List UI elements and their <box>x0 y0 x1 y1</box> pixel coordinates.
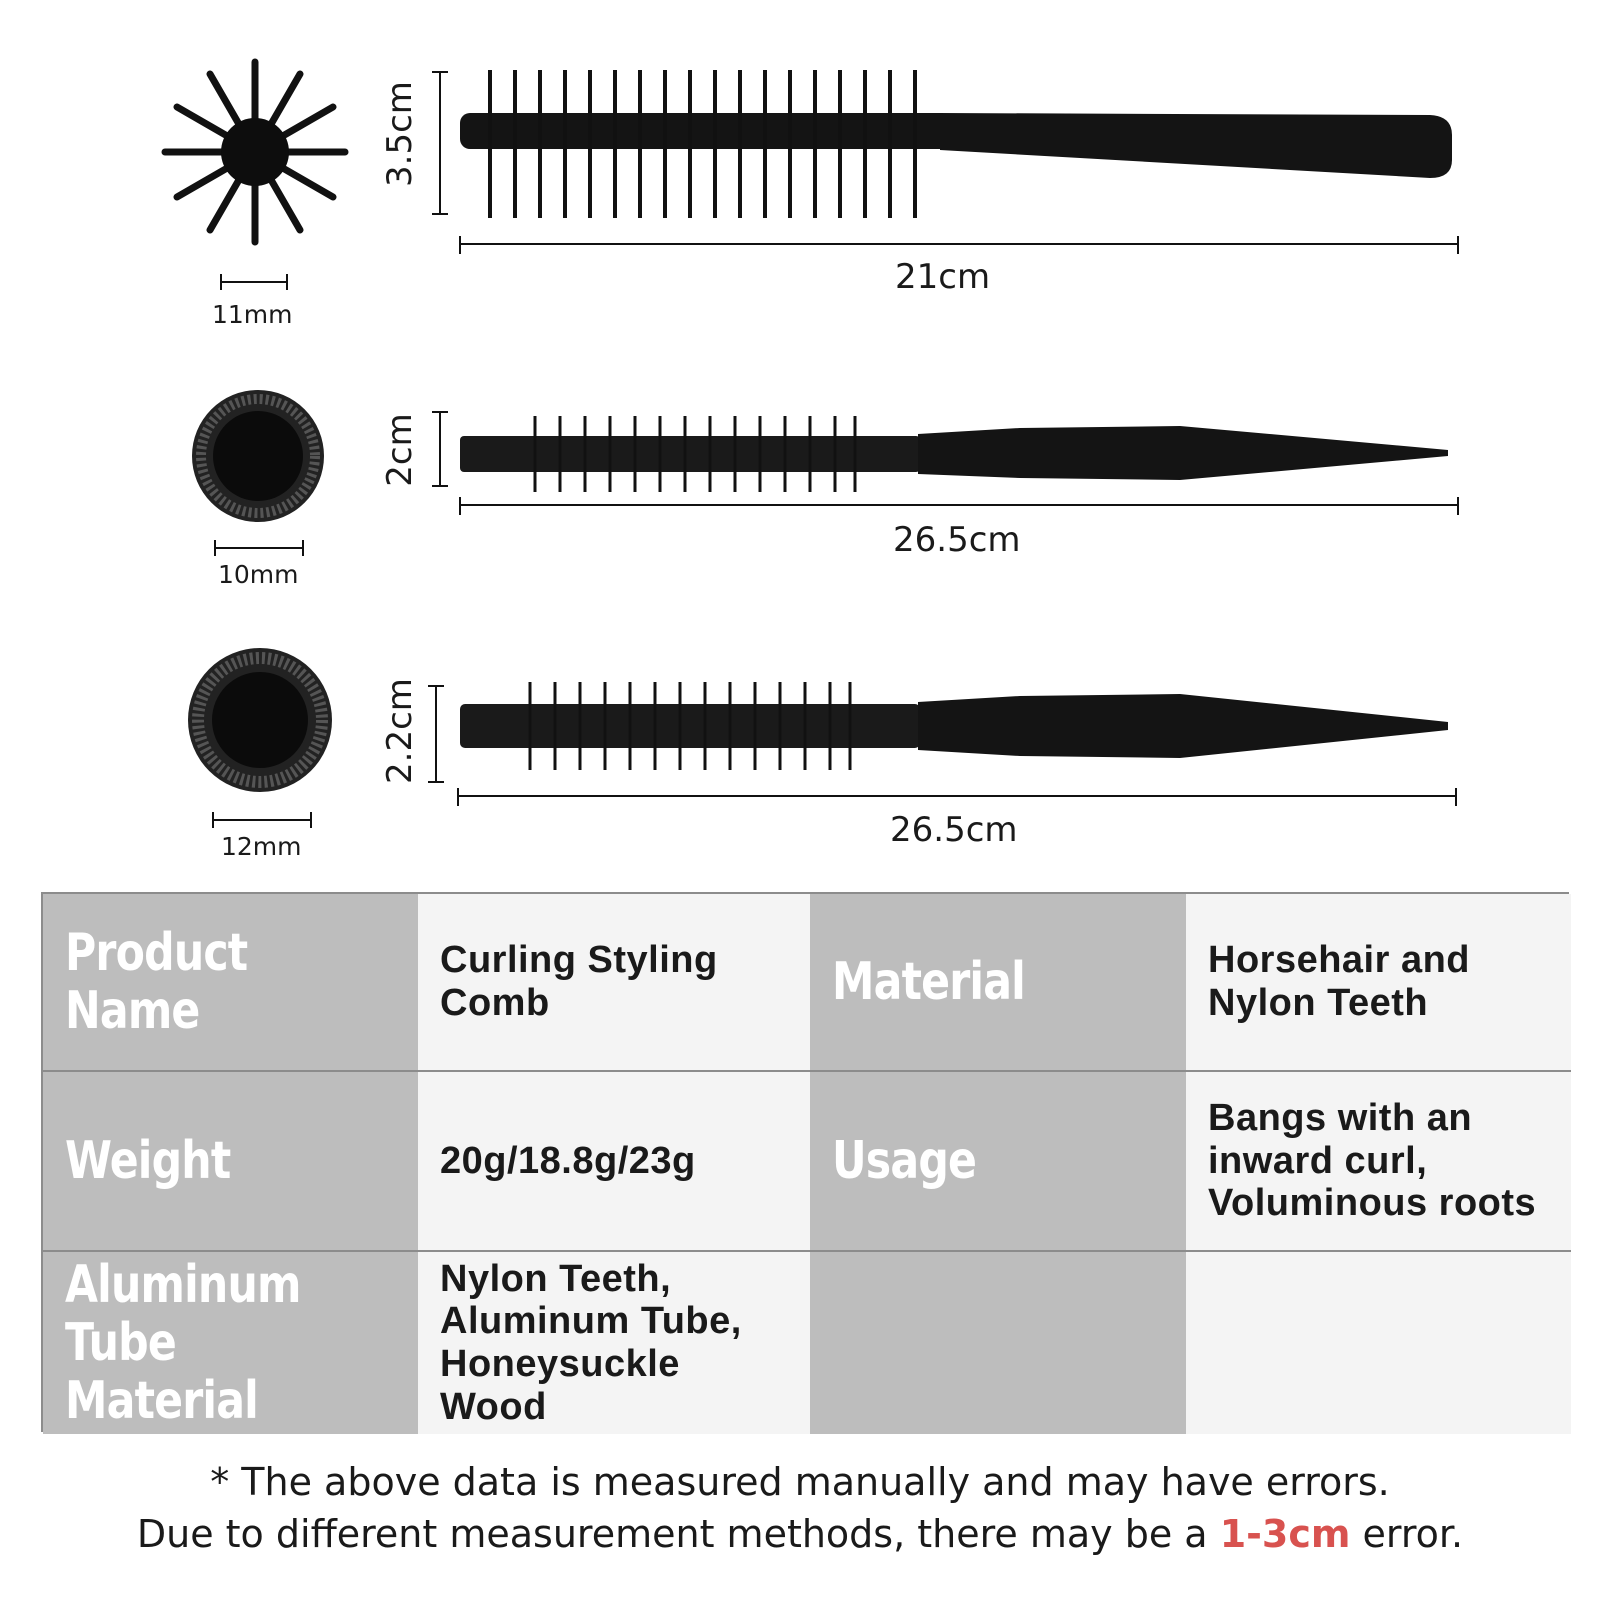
material-value: Horsehair and Nylon Teeth <box>1186 894 1571 1072</box>
brush-1-length-label: 21cm <box>895 257 991 297</box>
brush-1-height-bar <box>432 72 448 214</box>
weight-value: 20g/18.8g/23g <box>418 1072 810 1252</box>
brush-row-3 <box>0 630 1600 870</box>
tube-material-key: Aluminum Tube Material <box>43 1252 418 1434</box>
brush-1-core-bar <box>221 274 287 290</box>
tube-material-value: Nylon Teeth, Aluminum Tube, Honeysuckle Wood <box>418 1252 810 1434</box>
empty-value-cell <box>1186 1252 1571 1434</box>
usage-key: Usage <box>810 1072 1186 1252</box>
brush-1-illustration <box>0 0 1600 340</box>
brush-2-length-label: 26.5cm <box>893 520 1021 560</box>
brush-2-diameter-label: 2cm <box>380 413 420 487</box>
brush-2-height-bar <box>432 412 448 486</box>
brush-3-diameter-label: 2.2cm <box>380 678 420 784</box>
brush-3-body <box>460 682 1448 770</box>
disclaimer-line-2-prefix: Due to different measurement methods, there may be a <box>136 1512 1220 1556</box>
brush-3-core-label: 12mm <box>221 832 302 861</box>
brush-2-length-bar <box>460 497 1458 515</box>
brush-2-core-bar <box>215 540 303 556</box>
brush-1-end-view <box>165 62 345 242</box>
brush-1-body <box>460 70 1452 218</box>
brush-3-height-bar <box>428 686 444 782</box>
empty-key-cell <box>810 1252 1186 1434</box>
spec-table <box>41 892 1569 1432</box>
brush-1-core-label: 11mm <box>212 300 293 329</box>
brush-3-end-view <box>188 648 332 792</box>
usage-value: Bangs with an inward curl, Voluminous roots <box>1186 1072 1571 1252</box>
brush-3-core-bar <box>213 812 311 828</box>
product-name-key: Product Name <box>43 894 418 1072</box>
disclaimer-line-2 <box>0 1512 1600 1556</box>
brush-row-2 <box>0 370 1600 600</box>
error-range-highlight: 1-3cm <box>1219 1512 1351 1556</box>
weight-key: Weight <box>43 1072 418 1252</box>
brush-1-diameter-label: 3.5cm <box>380 81 420 187</box>
brush-2-body <box>460 416 1448 492</box>
brush-3-length-label: 26.5cm <box>890 810 1018 850</box>
brush-2-core-label: 10mm <box>218 560 299 589</box>
disclaimer-line-1: * The above data is measured manually and may have errors. <box>210 1460 1390 1504</box>
brush-row-1 <box>0 0 1600 340</box>
material-key: Material <box>810 894 1186 1072</box>
brush-2-end-view <box>192 390 324 522</box>
product-name-value: Curling Styling Comb <box>418 894 810 1072</box>
brush-3-length-bar <box>458 788 1456 806</box>
brush-1-length-bar <box>460 236 1458 254</box>
disclaimer-line-2-suffix: error. <box>1350 1512 1464 1556</box>
